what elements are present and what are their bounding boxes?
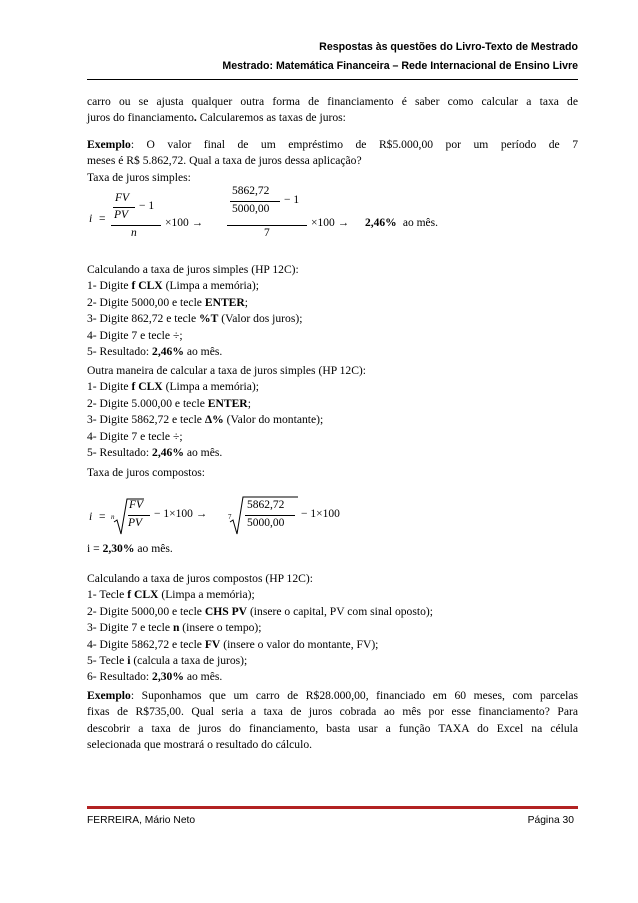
intro-paragraph (87, 94, 578, 127)
fraction-bar (111, 225, 161, 226)
example-line: Exemplo: O valor final de um empréstimo de R$5.000,00 por um período de 7 (87, 138, 578, 151)
example-label: Exemplo (87, 138, 131, 151)
list-item: 2- Digite 5000,00 e tecle ENTER; (87, 295, 249, 309)
header-title: Respostas às questões do Livro-Texto de Mestrado (319, 41, 578, 53)
formula-pv: PV (128, 517, 143, 529)
page-number: Página 30 (527, 815, 574, 826)
formula-times-100: ×100 → (165, 217, 204, 229)
hp-simple-section (87, 262, 578, 360)
formula-minus-one-times-100: − 1×100 → (154, 508, 208, 520)
formula-result: 2,46% (365, 217, 397, 229)
fraction-bar (113, 207, 135, 208)
formula-fv: FV (129, 499, 144, 511)
formula-n: n (131, 227, 137, 239)
example-paragraph (87, 137, 578, 186)
formula-minus-one: − 1 (139, 200, 155, 212)
list-item: 3- Digite 7 e tecle n (insere o tempo); (87, 621, 262, 635)
hp-simple-alt-section (87, 363, 578, 461)
list-item: 3- Digite 862,72 e tecle %T (Valor dos juros); (87, 312, 303, 326)
example-line: meses é R$ 5.862,72. Qual a taxa de juros dessa aplicação? (87, 154, 362, 168)
fraction-bar (230, 201, 280, 202)
list-item: 6- Resultado: 2,30% ao mês. (87, 670, 223, 684)
formula-equals: = (99, 213, 106, 225)
list-item: 5- Resultado: 2,46% ao mês. (87, 345, 223, 359)
example-line: fixas de R$735,00. Qual seria a taxa de juros cobrada ao mês por esse financiamento? Para (87, 705, 578, 719)
simple-interest-formula (87, 185, 507, 250)
formula-variable: i (89, 511, 93, 523)
footer-author: FERREIRA, Mário Neto (87, 815, 196, 826)
formula-numerator-value: 5862,72 (247, 499, 285, 511)
section-title: Outra maneira de calcular a taxa de juros simples (HP 12C): (87, 364, 367, 377)
example-line: descobrir a taxa de juros do financiamento, basta usar a função TAXA do Excel na célula (87, 721, 578, 735)
compound-interest-formula (87, 498, 407, 542)
section-title: Taxa de juros simples: (87, 170, 191, 184)
list-item: 3- Digite 5862,72 e tecle Δ% (Valor do montante); (87, 413, 324, 427)
example-paragraph (87, 688, 578, 754)
root-index-seven: 7 (228, 513, 232, 521)
list-item: 4- Digite 7 e tecle ÷; (87, 328, 183, 342)
section-title: Calculando a taxa de juros simples (HP 12C): (87, 263, 299, 276)
compound-result (87, 541, 578, 557)
list-item: 2- Digite 5.000,00 e tecle ENTER; (87, 396, 251, 410)
formula-variable: i (89, 213, 93, 225)
intro-line: juros do financiamento. Calcularemos as taxas de juros: (87, 111, 346, 125)
header-subtitle: Mestrado: Matemática Financeira – Rede Internacional de Ensino Livre (222, 60, 578, 72)
fraction-bar (245, 515, 295, 516)
header-divider (87, 79, 578, 80)
result-line: i = 2,30% ao mês. (87, 542, 173, 555)
formula-seven: 7 (264, 227, 270, 239)
section-title: Calculando a taxa de juros compostos (HP 12C): (87, 572, 313, 585)
hp-compound-section (87, 571, 578, 686)
example-line: Exemplo: Suponhamos que um carro de R$28.000,00, financiado em 60 meses, com parcelas (87, 689, 578, 702)
formula-pv: PV (114, 209, 129, 221)
fraction-bar (227, 225, 307, 226)
formula-times-100: ×100 → (311, 217, 350, 229)
list-item: 4- Digite 7 e tecle ÷; (87, 429, 183, 443)
formula-suffix: ao mês. (400, 217, 439, 229)
intro-line: carro ou se ajusta qualquer outra forma de financiamento é saber como calcular a taxa de (87, 95, 578, 108)
root-index-n: n (111, 513, 115, 521)
list-item: 1- Tecle f CLX (Limpa a memória); (87, 588, 255, 602)
formula-numerator-value: 5862,72 (232, 185, 270, 197)
fraction-bar (128, 515, 150, 516)
formula-denominator-value: 5000,00 (247, 517, 285, 529)
example-line: selecionada que mostrará o resultado do cálculo. (87, 738, 313, 752)
section-title: Taxa de juros compostos: (87, 466, 206, 479)
list-item: 4- Digite 5862,72 e tecle FV (insere o valor do montante, FV); (87, 637, 379, 651)
example-label: Exemplo (87, 689, 131, 702)
formula-denominator-value: 5000,00 (232, 203, 270, 215)
formula-minus-one-times-100: − 1×100 (301, 508, 340, 520)
list-item: 2- Digite 5000,00 e tecle CHS PV (insere o capital, PV com sinal oposto); (87, 604, 433, 618)
list-item: 5- Tecle i (calcula a taxa de juros); (87, 654, 248, 668)
list-item: 1- Digite f CLX (Limpa a memória); (87, 380, 259, 394)
compound-section (87, 465, 578, 481)
footer-divider (87, 806, 578, 809)
list-item: 1- Digite f CLX (Limpa a memória); (87, 279, 259, 293)
list-item: 5- Resultado: 2,46% ao mês. (87, 446, 223, 460)
formula-fv: FV (115, 192, 130, 204)
formula-equals: = (99, 511, 106, 523)
formula-minus-one: − 1 (284, 194, 300, 206)
